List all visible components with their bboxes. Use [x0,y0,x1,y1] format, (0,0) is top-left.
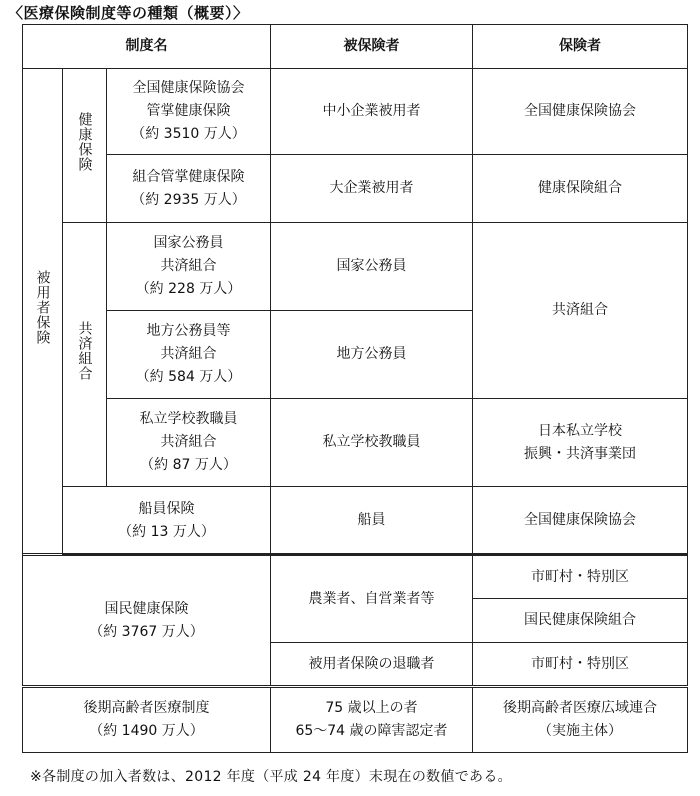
header-system: 制度名 [23,25,271,69]
kokka-name: 国家公務員 共済組合 （約 228 万人） [107,223,271,311]
shigaku-insured: 私立学校教職員 [271,399,473,487]
group-health [63,69,107,223]
header-row [23,25,688,69]
kokuho-insured-a: 農業者、自営業者等 [271,555,473,643]
kumiai-insurer: 健康保険組合 [473,155,688,223]
header-insured: 被保険者 [271,25,473,69]
koki-name: 後期高齢者医療制度 （約 1490 万人） [23,687,271,753]
table-row [23,555,688,599]
chiho-insured: 地方公務員 [271,311,473,399]
senin-insured: 船員 [271,487,473,555]
kokka-insured: 国家公務員 [271,223,473,311]
kokuho-insurer-a1: 市町村・特別区 [473,555,688,599]
kyokai-insured: 中小企業被用者 [271,69,473,155]
table-row [23,69,688,155]
table-row [23,687,688,753]
senin-insurer: 全国健康保険協会 [473,487,688,555]
kyokai-name: 全国健康保険協会 管掌健康保険 （約 3510 万人） [107,69,271,155]
kokuho-insured-b: 被用者保険の退職者 [271,643,473,687]
kokuho-insurer-b: 市町村・特別区 [473,643,688,687]
page-title: 〈医療保険制度等の種類（概要）〉 [8,4,249,22]
table-row [23,223,688,311]
shigaku-name: 私立学校教職員 共済組合 （約 87 万人） [107,399,271,487]
kyokai-insurer: 全国健康保険協会 [473,69,688,155]
group-employee-label: 被用者保険 [34,269,51,345]
table-row [23,399,688,487]
table-row [23,155,688,223]
shigaku-insurer: 日本私立学校 振興・共済事業団 [473,399,688,487]
koki-insured: 75 歳以上の者 65～74 歳の障害認定者 [271,687,473,753]
kumiai-name: 組合管掌健康保険 （約 2935 万人） [107,155,271,223]
kokuho-name: 国民健康保険 （約 3767 万人） [23,555,271,687]
group-health-label: 健康保険 [76,111,93,172]
table-row [23,487,688,555]
insurance-table [22,24,688,753]
senin-name: 船員保険 （約 13 万人） [63,487,271,555]
group-employee [23,69,63,555]
footnote: ※各制度の加入者数は、2012 年度（平成 24 年度）末現在の数値である。 [30,769,512,785]
group-mutual [63,223,107,487]
header-insurer: 保険者 [473,25,688,69]
kumiai-insured: 大企業被用者 [271,155,473,223]
chiho-name: 地方公務員等 共済組合 （約 584 万人） [107,311,271,399]
koki-insurer: 後期高齢者医療広域連合 （実施主体） [473,687,688,753]
group-mutual-label: 共済組合 [76,320,93,381]
mutual-insurer: 共済組合 [473,223,688,399]
kokuho-insurer-a2: 国民健康保険組合 [473,599,688,643]
